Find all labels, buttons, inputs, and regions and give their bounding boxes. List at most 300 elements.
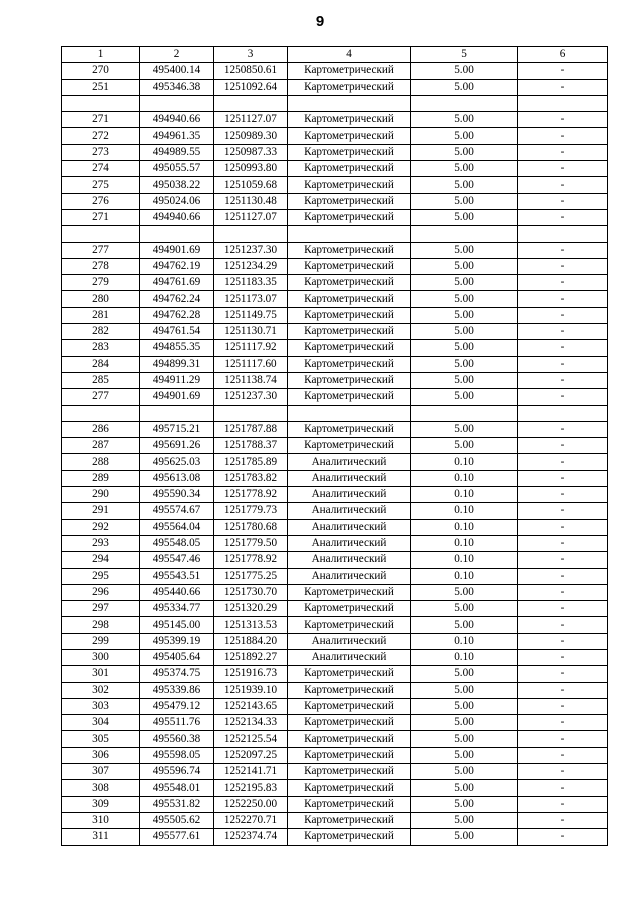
- x-coordinate-cell: 495399.19: [140, 633, 214, 649]
- method-cell: Картометрический: [288, 780, 411, 796]
- x-coordinate-cell: 494901.69: [140, 242, 214, 258]
- note-cell: -: [518, 372, 608, 388]
- x-coordinate-cell: 495374.75: [140, 666, 214, 682]
- note-cell: -: [518, 470, 608, 486]
- accuracy-cell: 5.00: [411, 682, 518, 698]
- method-cell: Картометрический: [288, 764, 411, 780]
- accuracy-cell: [411, 95, 518, 111]
- method-cell: Картометрический: [288, 601, 411, 617]
- y-coordinate-cell: 1251779.73: [214, 503, 288, 519]
- y-coordinate-cell: 1251092.64: [214, 79, 288, 95]
- method-cell: Картометрический: [288, 666, 411, 682]
- x-coordinate-cell: [140, 95, 214, 111]
- accuracy-cell: 0.10: [411, 552, 518, 568]
- y-coordinate-cell: [214, 405, 288, 421]
- x-coordinate-cell: 495564.04: [140, 519, 214, 535]
- note-cell: -: [518, 209, 608, 225]
- x-coordinate-cell: 494901.69: [140, 389, 214, 405]
- accuracy-cell: 5.00: [411, 747, 518, 763]
- point-number-cell: 287: [62, 438, 140, 454]
- accuracy-cell: 0.10: [411, 487, 518, 503]
- x-coordinate-cell: 494911.29: [140, 372, 214, 388]
- x-coordinate-cell: 494762.28: [140, 307, 214, 323]
- table-row: [62, 177, 608, 193]
- method-cell: Картометрический: [288, 356, 411, 372]
- method-cell: Картометрический: [288, 79, 411, 95]
- accuracy-cell: 5.00: [411, 584, 518, 600]
- accuracy-cell: 0.10: [411, 454, 518, 470]
- table-row: [62, 503, 608, 519]
- y-coordinate-cell: 1251939.10: [214, 682, 288, 698]
- accuracy-cell: 5.00: [411, 258, 518, 274]
- method-cell: Картометрический: [288, 682, 411, 698]
- y-coordinate-cell: 1251130.71: [214, 324, 288, 340]
- table-row: [62, 487, 608, 503]
- x-coordinate-cell: 494761.54: [140, 324, 214, 340]
- y-coordinate-cell: 1252125.54: [214, 731, 288, 747]
- accuracy-cell: 5.00: [411, 829, 518, 845]
- x-coordinate-cell: 495574.67: [140, 503, 214, 519]
- point-number-cell: 273: [62, 144, 140, 160]
- y-coordinate-cell: 1251779.50: [214, 535, 288, 551]
- note-cell: -: [518, 454, 608, 470]
- point-number-cell: 288: [62, 454, 140, 470]
- accuracy-cell: 5.00: [411, 617, 518, 633]
- point-number-cell: 309: [62, 796, 140, 812]
- y-coordinate-cell: [214, 95, 288, 111]
- accuracy-cell: 5.00: [411, 356, 518, 372]
- table-row: [62, 128, 608, 144]
- accuracy-cell: 5.00: [411, 307, 518, 323]
- point-number-cell: 270: [62, 63, 140, 79]
- point-number-cell: 284: [62, 356, 140, 372]
- method-cell: Картометрический: [288, 307, 411, 323]
- method-cell: Картометрический: [288, 177, 411, 193]
- point-number-cell: [62, 405, 140, 421]
- point-number-cell: 283: [62, 340, 140, 356]
- note-cell: -: [518, 617, 608, 633]
- point-number-cell: 278: [62, 258, 140, 274]
- note-cell: -: [518, 242, 608, 258]
- accuracy-cell: 5.00: [411, 780, 518, 796]
- note-cell: -: [518, 666, 608, 682]
- table-row: [62, 780, 608, 796]
- table-row: [62, 666, 608, 682]
- method-cell: Картометрический: [288, 421, 411, 437]
- note-cell: [518, 226, 608, 242]
- x-coordinate-cell: 495334.77: [140, 601, 214, 617]
- accuracy-cell: 5.00: [411, 161, 518, 177]
- accuracy-cell: 5.00: [411, 193, 518, 209]
- method-cell: Картометрический: [288, 731, 411, 747]
- accuracy-cell: 0.10: [411, 535, 518, 551]
- y-coordinate-cell: 1252270.71: [214, 812, 288, 828]
- x-coordinate-cell: 495691.26: [140, 438, 214, 454]
- y-coordinate-cell: 1251778.92: [214, 552, 288, 568]
- column-header: 4: [288, 47, 411, 63]
- method-cell: Картометрический: [288, 438, 411, 454]
- accuracy-cell: 5.00: [411, 144, 518, 160]
- point-number-cell: 271: [62, 112, 140, 128]
- y-coordinate-cell: 1251780.68: [214, 519, 288, 535]
- note-cell: -: [518, 389, 608, 405]
- note-cell: -: [518, 291, 608, 307]
- table-row: [62, 209, 608, 225]
- point-number-cell: 295: [62, 568, 140, 584]
- point-number-cell: 310: [62, 812, 140, 828]
- point-number-cell: [62, 226, 140, 242]
- coordinates-table: [61, 46, 608, 846]
- column-header: 5: [411, 47, 518, 63]
- table-row: [62, 633, 608, 649]
- note-cell: -: [518, 731, 608, 747]
- accuracy-cell: 5.00: [411, 666, 518, 682]
- table-row: [62, 144, 608, 160]
- accuracy-cell: 5.00: [411, 421, 518, 437]
- accuracy-cell: 5.00: [411, 812, 518, 828]
- y-coordinate-cell: 1252374.74: [214, 829, 288, 845]
- table-row: [62, 764, 608, 780]
- y-coordinate-cell: 1251730.70: [214, 584, 288, 600]
- accuracy-cell: 5.00: [411, 438, 518, 454]
- point-number-cell: 296: [62, 584, 140, 600]
- point-number-cell: 308: [62, 780, 140, 796]
- x-coordinate-cell: 494989.55: [140, 144, 214, 160]
- point-number-cell: 294: [62, 552, 140, 568]
- y-coordinate-cell: 1251916.73: [214, 666, 288, 682]
- accuracy-cell: 5.00: [411, 275, 518, 291]
- note-cell: [518, 95, 608, 111]
- x-coordinate-cell: 495548.05: [140, 535, 214, 551]
- point-number-cell: 298: [62, 617, 140, 633]
- method-cell: Картометрический: [288, 161, 411, 177]
- method-cell: Картометрический: [288, 812, 411, 828]
- table-row: [62, 438, 608, 454]
- table-row: [62, 340, 608, 356]
- accuracy-cell: 5.00: [411, 79, 518, 95]
- table-row: [62, 617, 608, 633]
- y-coordinate-cell: 1251884.20: [214, 633, 288, 649]
- x-coordinate-cell: 495625.03: [140, 454, 214, 470]
- x-coordinate-cell: 495505.62: [140, 812, 214, 828]
- table-row: [62, 324, 608, 340]
- method-cell: Картометрический: [288, 796, 411, 812]
- note-cell: -: [518, 63, 608, 79]
- table-header-row: [62, 47, 608, 63]
- table-row: [62, 796, 608, 812]
- x-coordinate-cell: 495596.74: [140, 764, 214, 780]
- accuracy-cell: 5.00: [411, 372, 518, 388]
- method-cell: Аналитический: [288, 633, 411, 649]
- point-number-cell: 282: [62, 324, 140, 340]
- x-coordinate-cell: 495598.05: [140, 747, 214, 763]
- point-number-cell: 290: [62, 487, 140, 503]
- y-coordinate-cell: 1251149.75: [214, 307, 288, 323]
- method-cell: Картометрический: [288, 340, 411, 356]
- method-cell: Картометрический: [288, 112, 411, 128]
- accuracy-cell: 0.10: [411, 568, 518, 584]
- table-row: [62, 812, 608, 828]
- x-coordinate-cell: 495479.12: [140, 698, 214, 714]
- y-coordinate-cell: 1252143.65: [214, 698, 288, 714]
- accuracy-cell: 0.10: [411, 519, 518, 535]
- y-coordinate-cell: 1252195.83: [214, 780, 288, 796]
- point-number-cell: 276: [62, 193, 140, 209]
- method-cell: [288, 95, 411, 111]
- y-coordinate-cell: 1251892.27: [214, 649, 288, 665]
- method-cell: Аналитический: [288, 487, 411, 503]
- accuracy-cell: 5.00: [411, 601, 518, 617]
- column-header: 1: [62, 47, 140, 63]
- table-row: [62, 258, 608, 274]
- point-number-cell: 297: [62, 601, 140, 617]
- table-row: [62, 63, 608, 79]
- y-coordinate-cell: 1251787.88: [214, 421, 288, 437]
- accuracy-cell: 5.00: [411, 112, 518, 128]
- note-cell: -: [518, 535, 608, 551]
- y-coordinate-cell: 1251237.30: [214, 242, 288, 258]
- method-cell: Картометрический: [288, 747, 411, 763]
- x-coordinate-cell: 494761.69: [140, 275, 214, 291]
- method-cell: Картометрический: [288, 63, 411, 79]
- x-coordinate-cell: 495405.64: [140, 649, 214, 665]
- note-cell: -: [518, 161, 608, 177]
- table-row: [62, 454, 608, 470]
- point-number-cell: 299: [62, 633, 140, 649]
- note-cell: -: [518, 780, 608, 796]
- column-header: 6: [518, 47, 608, 63]
- y-coordinate-cell: 1251127.07: [214, 112, 288, 128]
- point-number-cell: 289: [62, 470, 140, 486]
- y-coordinate-cell: 1251237.30: [214, 389, 288, 405]
- y-coordinate-cell: 1252141.71: [214, 764, 288, 780]
- method-cell: Картометрический: [288, 324, 411, 340]
- y-coordinate-cell: [214, 226, 288, 242]
- note-cell: -: [518, 649, 608, 665]
- accuracy-cell: [411, 405, 518, 421]
- accuracy-cell: 5.00: [411, 698, 518, 714]
- note-cell: -: [518, 633, 608, 649]
- note-cell: -: [518, 601, 608, 617]
- method-cell: Картометрический: [288, 144, 411, 160]
- table-separator-row: [62, 405, 608, 421]
- accuracy-cell: 5.00: [411, 209, 518, 225]
- x-coordinate-cell: 495339.86: [140, 682, 214, 698]
- accuracy-cell: 5.00: [411, 340, 518, 356]
- table-row: [62, 519, 608, 535]
- x-coordinate-cell: 495400.14: [140, 63, 214, 79]
- note-cell: -: [518, 438, 608, 454]
- method-cell: Картометрический: [288, 829, 411, 845]
- x-coordinate-cell: 495577.61: [140, 829, 214, 845]
- x-coordinate-cell: 495024.06: [140, 193, 214, 209]
- note-cell: -: [518, 503, 608, 519]
- note-cell: -: [518, 340, 608, 356]
- y-coordinate-cell: 1251313.53: [214, 617, 288, 633]
- table-row: [62, 747, 608, 763]
- point-number-cell: 307: [62, 764, 140, 780]
- y-coordinate-cell: 1251320.29: [214, 601, 288, 617]
- note-cell: -: [518, 812, 608, 828]
- x-coordinate-cell: 494762.19: [140, 258, 214, 274]
- table-row: [62, 389, 608, 405]
- method-cell: Картометрический: [288, 584, 411, 600]
- point-number-cell: 277: [62, 389, 140, 405]
- y-coordinate-cell: 1251788.37: [214, 438, 288, 454]
- accuracy-cell: 5.00: [411, 389, 518, 405]
- accuracy-cell: 5.00: [411, 715, 518, 731]
- accuracy-cell: 5.00: [411, 291, 518, 307]
- method-cell: Картометрический: [288, 209, 411, 225]
- y-coordinate-cell: 1251778.92: [214, 487, 288, 503]
- note-cell: -: [518, 764, 608, 780]
- table-row: [62, 112, 608, 128]
- note-cell: -: [518, 829, 608, 845]
- y-coordinate-cell: 1251234.29: [214, 258, 288, 274]
- method-cell: Аналитический: [288, 503, 411, 519]
- method-cell: Картометрический: [288, 291, 411, 307]
- method-cell: Картометрический: [288, 258, 411, 274]
- method-cell: Аналитический: [288, 454, 411, 470]
- method-cell: [288, 226, 411, 242]
- x-coordinate-cell: 495613.08: [140, 470, 214, 486]
- x-coordinate-cell: 495511.76: [140, 715, 214, 731]
- accuracy-cell: 5.00: [411, 63, 518, 79]
- table-row: [62, 715, 608, 731]
- column-header: 3: [214, 47, 288, 63]
- x-coordinate-cell: 495055.57: [140, 161, 214, 177]
- note-cell: -: [518, 324, 608, 340]
- y-coordinate-cell: 1251183.35: [214, 275, 288, 291]
- accuracy-cell: 0.10: [411, 649, 518, 665]
- note-cell: -: [518, 258, 608, 274]
- x-coordinate-cell: 495346.38: [140, 79, 214, 95]
- note-cell: [518, 405, 608, 421]
- x-coordinate-cell: 495440.66: [140, 584, 214, 600]
- method-cell: Аналитический: [288, 519, 411, 535]
- y-coordinate-cell: 1251783.82: [214, 470, 288, 486]
- table-row: [62, 829, 608, 845]
- x-coordinate-cell: 494961.35: [140, 128, 214, 144]
- point-number-cell: 304: [62, 715, 140, 731]
- table-separator-row: [62, 95, 608, 111]
- x-coordinate-cell: 495590.34: [140, 487, 214, 503]
- point-number-cell: 280: [62, 291, 140, 307]
- table-row: [62, 275, 608, 291]
- note-cell: -: [518, 193, 608, 209]
- point-number-cell: 311: [62, 829, 140, 845]
- point-number-cell: 281: [62, 307, 140, 323]
- note-cell: -: [518, 487, 608, 503]
- y-coordinate-cell: 1251785.89: [214, 454, 288, 470]
- point-number-cell: 302: [62, 682, 140, 698]
- point-number-cell: 275: [62, 177, 140, 193]
- method-cell: Аналитический: [288, 568, 411, 584]
- y-coordinate-cell: 1251117.92: [214, 340, 288, 356]
- method-cell: Картометрический: [288, 715, 411, 731]
- y-coordinate-cell: 1251130.48: [214, 193, 288, 209]
- note-cell: -: [518, 275, 608, 291]
- note-cell: -: [518, 715, 608, 731]
- table-row: [62, 421, 608, 437]
- x-coordinate-cell: 494762.24: [140, 291, 214, 307]
- method-cell: Картометрический: [288, 193, 411, 209]
- method-cell: Картометрический: [288, 389, 411, 405]
- accuracy-cell: 0.10: [411, 633, 518, 649]
- note-cell: -: [518, 682, 608, 698]
- y-coordinate-cell: 1250989.30: [214, 128, 288, 144]
- method-cell: Картометрический: [288, 617, 411, 633]
- method-cell: [288, 405, 411, 421]
- note-cell: -: [518, 519, 608, 535]
- point-number-cell: 251: [62, 79, 140, 95]
- point-number-cell: 303: [62, 698, 140, 714]
- x-coordinate-cell: 495560.38: [140, 731, 214, 747]
- table-row: [62, 535, 608, 551]
- x-coordinate-cell: [140, 405, 214, 421]
- table-row: [62, 372, 608, 388]
- point-number-cell: 285: [62, 372, 140, 388]
- x-coordinate-cell: 495038.22: [140, 177, 214, 193]
- accuracy-cell: 5.00: [411, 796, 518, 812]
- table-row: [62, 682, 608, 698]
- accuracy-cell: 0.10: [411, 503, 518, 519]
- note-cell: -: [518, 568, 608, 584]
- y-coordinate-cell: 1252097.25: [214, 747, 288, 763]
- x-coordinate-cell: 494855.35: [140, 340, 214, 356]
- x-coordinate-cell: 495543.51: [140, 568, 214, 584]
- point-number-cell: 293: [62, 535, 140, 551]
- note-cell: -: [518, 584, 608, 600]
- accuracy-cell: 5.00: [411, 242, 518, 258]
- table-row: [62, 291, 608, 307]
- y-coordinate-cell: 1251127.07: [214, 209, 288, 225]
- note-cell: -: [518, 112, 608, 128]
- note-cell: -: [518, 128, 608, 144]
- table-separator-row: [62, 226, 608, 242]
- note-cell: -: [518, 552, 608, 568]
- point-number-cell: 306: [62, 747, 140, 763]
- point-number-cell: 272: [62, 128, 140, 144]
- table-row: [62, 242, 608, 258]
- point-number-cell: 279: [62, 275, 140, 291]
- note-cell: -: [518, 177, 608, 193]
- table-row: [62, 568, 608, 584]
- y-coordinate-cell: 1250850.61: [214, 63, 288, 79]
- y-coordinate-cell: 1252134.33: [214, 715, 288, 731]
- note-cell: -: [518, 698, 608, 714]
- point-number-cell: 277: [62, 242, 140, 258]
- note-cell: -: [518, 796, 608, 812]
- point-number-cell: 301: [62, 666, 140, 682]
- x-coordinate-cell: 494940.66: [140, 209, 214, 225]
- method-cell: Картометрический: [288, 128, 411, 144]
- point-number-cell: 292: [62, 519, 140, 535]
- y-coordinate-cell: 1252250.00: [214, 796, 288, 812]
- x-coordinate-cell: 495548.01: [140, 780, 214, 796]
- point-number-cell: 271: [62, 209, 140, 225]
- x-coordinate-cell: 494899.31: [140, 356, 214, 372]
- table-row: [62, 552, 608, 568]
- note-cell: -: [518, 356, 608, 372]
- x-coordinate-cell: 495145.00: [140, 617, 214, 633]
- accuracy-cell: 5.00: [411, 764, 518, 780]
- x-coordinate-cell: 495715.21: [140, 421, 214, 437]
- point-number-cell: 274: [62, 161, 140, 177]
- table-row: [62, 79, 608, 95]
- method-cell: Картометрический: [288, 275, 411, 291]
- note-cell: -: [518, 421, 608, 437]
